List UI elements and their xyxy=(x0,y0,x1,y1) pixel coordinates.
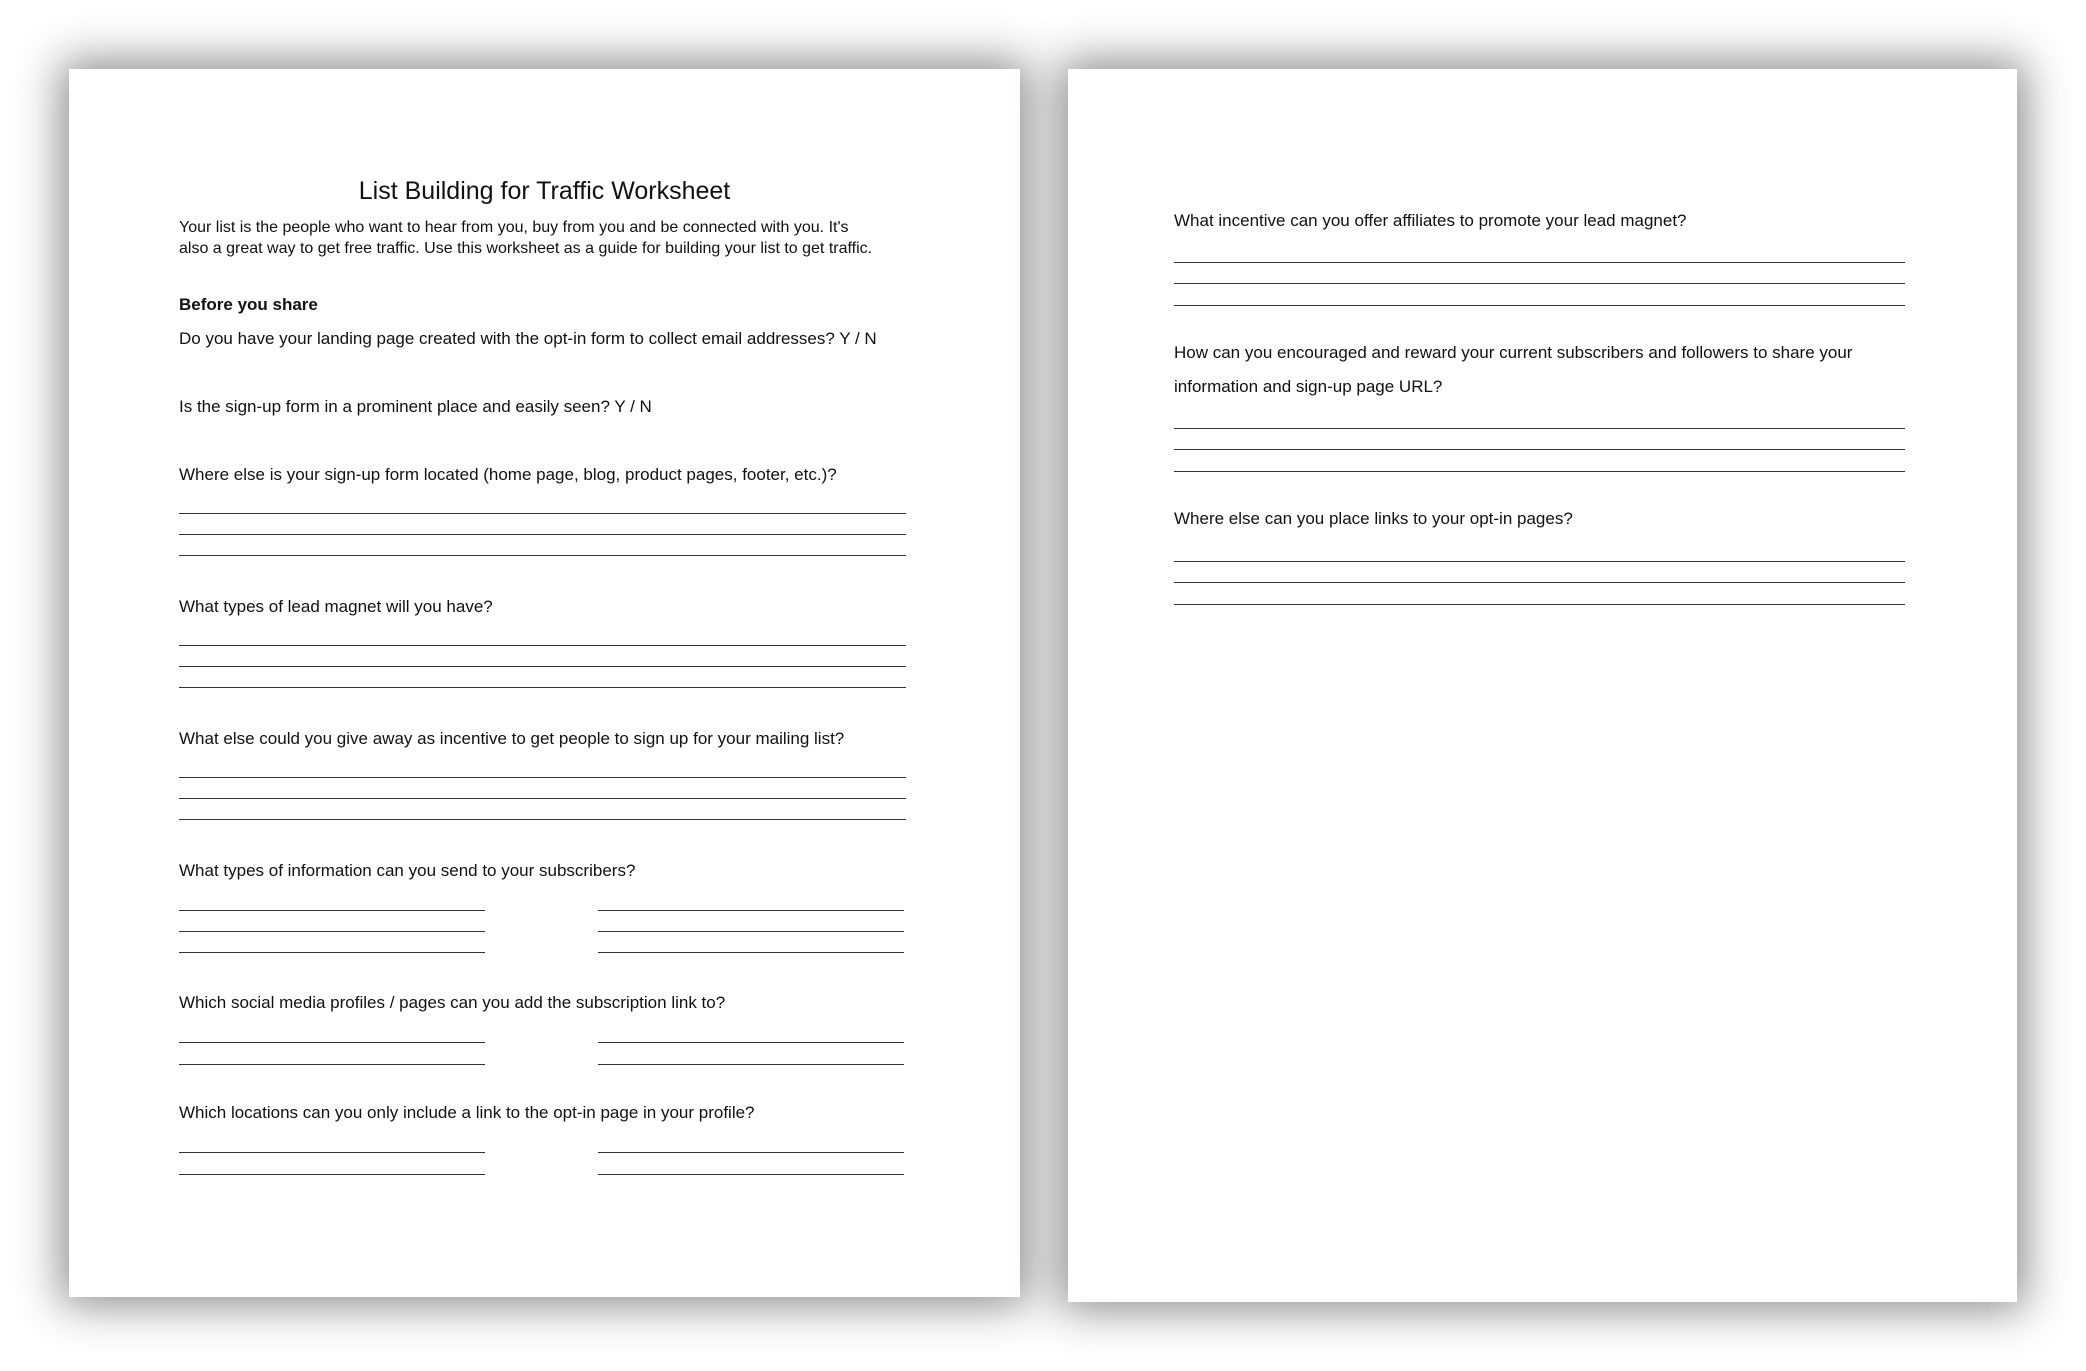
question-reward-line-2: information and sign-up page URL? xyxy=(1174,377,1443,396)
question-lead-magnet: What types of lead magnet will you have? xyxy=(179,597,493,616)
answer-line-left[interactable] xyxy=(179,910,485,911)
section-heading: Before you share xyxy=(179,295,318,314)
answer-line-right[interactable] xyxy=(598,1152,904,1153)
answer-line[interactable] xyxy=(1174,561,1905,562)
answer-line[interactable] xyxy=(1174,283,1905,284)
answer-line[interactable] xyxy=(179,687,906,688)
answer-line-left[interactable] xyxy=(179,1042,485,1043)
question-locations: Which locations can you only include a link to the opt-in page in your profile? xyxy=(179,1103,755,1122)
answer-line[interactable] xyxy=(179,819,906,820)
answer-line-right[interactable] xyxy=(598,910,904,911)
answer-line[interactable] xyxy=(179,666,906,667)
question-social-profiles: Which social media profiles / pages can you add the subscription link to? xyxy=(179,993,726,1012)
answer-line-left[interactable] xyxy=(179,1064,485,1065)
answer-line[interactable] xyxy=(1174,471,1905,472)
worksheet-title: List Building for Traffic Worksheet xyxy=(358,177,731,205)
answer-line-left[interactable] xyxy=(179,1152,485,1153)
question-signup-prominent: Is the sign-up form in a prominent place and easily seen? Y / N xyxy=(179,397,652,416)
question-landing-page: Do you have your landing page created with the opt-in form to collect email addresses? Y / N xyxy=(179,329,877,348)
question-incentive: What else could you give away as incentive to get people to sign up for your mailing list? xyxy=(179,729,845,748)
answer-line[interactable] xyxy=(1174,305,1905,306)
answer-line[interactable] xyxy=(1174,582,1905,583)
question-links: Where else can you place links to your opt-in pages? xyxy=(1174,509,1573,528)
answer-line-right[interactable] xyxy=(598,952,904,953)
answer-line-right[interactable] xyxy=(598,1174,904,1175)
answer-line[interactable] xyxy=(1174,604,1905,605)
intro-paragraph: Your list is the people who want to hear from you, buy from you and be connected with you. It's also a great way to get free traffic. Use this worksheet as a guide for building your list to get traffic. xyxy=(179,219,873,257)
answer-line[interactable] xyxy=(1174,449,1905,450)
answer-line[interactable] xyxy=(1174,262,1905,263)
question-information: What types of information can you send to your subscribers? xyxy=(179,861,636,880)
answer-line[interactable] xyxy=(179,777,906,778)
question-signup-located: Where else is your sign-up form located (home page, blog, product pages, footer, etc.)? xyxy=(179,465,837,484)
question-reward-line-1: How can you encouraged and reward your current subscribers and followers to share your xyxy=(1174,343,1853,362)
answer-line-left[interactable] xyxy=(179,952,485,953)
answer-line[interactable] xyxy=(1174,428,1905,429)
worksheet-page-1 xyxy=(69,69,1020,1297)
answer-line[interactable] xyxy=(179,798,906,799)
answer-line-left[interactable] xyxy=(179,931,485,932)
worksheet-page-2 xyxy=(1068,69,2017,1302)
answer-line-right[interactable] xyxy=(598,1042,904,1043)
answer-line-right[interactable] xyxy=(598,931,904,932)
answer-line[interactable] xyxy=(179,534,906,535)
answer-line[interactable] xyxy=(179,645,906,646)
question-affiliates: What incentive can you offer affiliates to promote your lead magnet? xyxy=(1174,211,1687,230)
answer-line[interactable] xyxy=(179,555,906,556)
answer-line-right[interactable] xyxy=(598,1064,904,1065)
answer-line-left[interactable] xyxy=(179,1174,485,1175)
answer-line[interactable] xyxy=(179,513,906,514)
